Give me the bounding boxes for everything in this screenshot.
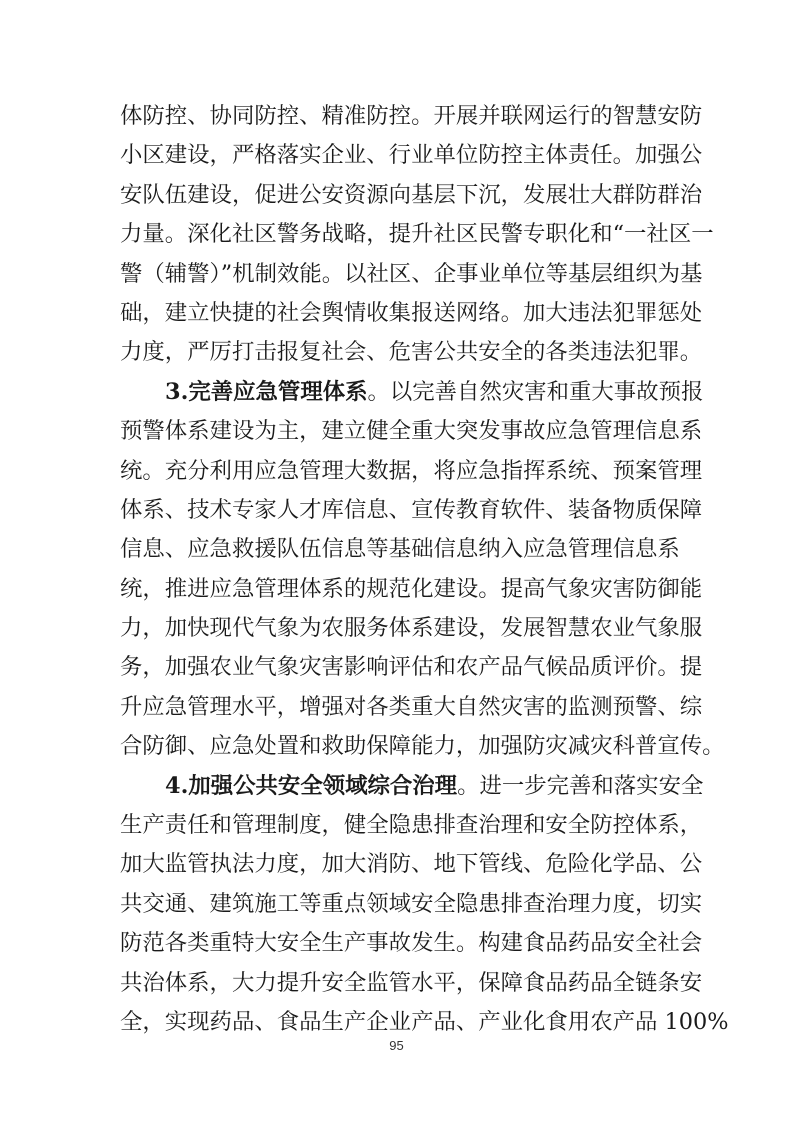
section-heading: 3.完善应急管理体系 [165,378,368,405]
text-segment: 。进一步完善和落实安全 [457,772,704,799]
text-segment: 。以完善自然灾害和重大事故预报 [367,378,704,405]
section-heading: 4.加强公共安全领域综合治理 [165,772,458,799]
text-line: 共交通、建筑施工等重点领域安全隐患排查治理力度，切实 [120,890,703,917]
text-line: 预警体系建设为主，建立健全重大突发事故应急管理信息系 [120,418,703,445]
text-line: 信息、应急救援队伍信息等基础信息纳入应急管理信息系 [120,536,680,563]
text-line: 统，推进应急管理体系的规范化建设。提高气象灾害防御能 [120,575,703,602]
paragraph-public-safety-governance [120,767,729,1043]
text-line: 全，实现药品、食品生产企业产品、产业化食用农产品 100% [120,1008,729,1035]
text-line: 警（辅警）”机制效能。以社区、企事业单位等基层组织为基 [120,260,703,287]
text-line: 础，建立快捷的社会舆情收集报送网络。加大违法犯罪惩处 [120,299,703,326]
text-line: 力量。深化社区警务战略，提升社区民警专职化和“一社区一 [120,221,714,248]
text-line: 共治体系，大力提升安全监管水平，保障食品药品全链条安 [120,969,703,996]
text-line: 防范各类重特大安全生产事故发生。构建食品药品安全社会 [120,930,703,957]
text-line: 力，加快现代气象为农服务体系建设，发展智慧农业气象服 [120,615,703,642]
paragraph-emergency-management [120,373,725,767]
text-line [120,373,704,412]
paragraph-public-security [120,97,714,373]
text-line: 体系、技术专家人才库信息、宣传教育软件、装备物质保障 [120,496,703,523]
text-line: 升应急管理水平，增强对各类重大自然灾害的监测预警、综 [120,693,703,720]
text-line: 合防御、应急处置和救助保障能力，加强防灾减灾科普宣传。 [120,733,725,760]
page-number: 95 [389,1038,404,1053]
text-line: 小区建设，严格落实企业、行业单位防控主体责任。加强公 [120,142,703,169]
text-line: 安队伍建设，促进公安资源向基层下沉，发展壮大群防群治 [120,181,703,208]
text-line: 统。充分利用应急管理大数据，将应急指挥系统、预案管理 [120,457,703,484]
text-line: 务，加强农业气象灾害影响评估和农产品气候品质评价。提 [120,654,703,681]
text-line [120,767,704,806]
text-line: 力度，严厉打击报复社会、危害公共安全的各类违法犯罪。 [120,339,703,366]
text-line: 体防控、协同防控、精准防控。开展并联网运行的智慧安防 [120,103,703,129]
document-body [120,97,729,1042]
text-line: 生产责任和管理制度，健全隐患排查治理和安全防控体系， [120,812,703,839]
text-line: 加大监管执法力度，加大消防、地下管线、危险化学品、公 [120,851,703,878]
